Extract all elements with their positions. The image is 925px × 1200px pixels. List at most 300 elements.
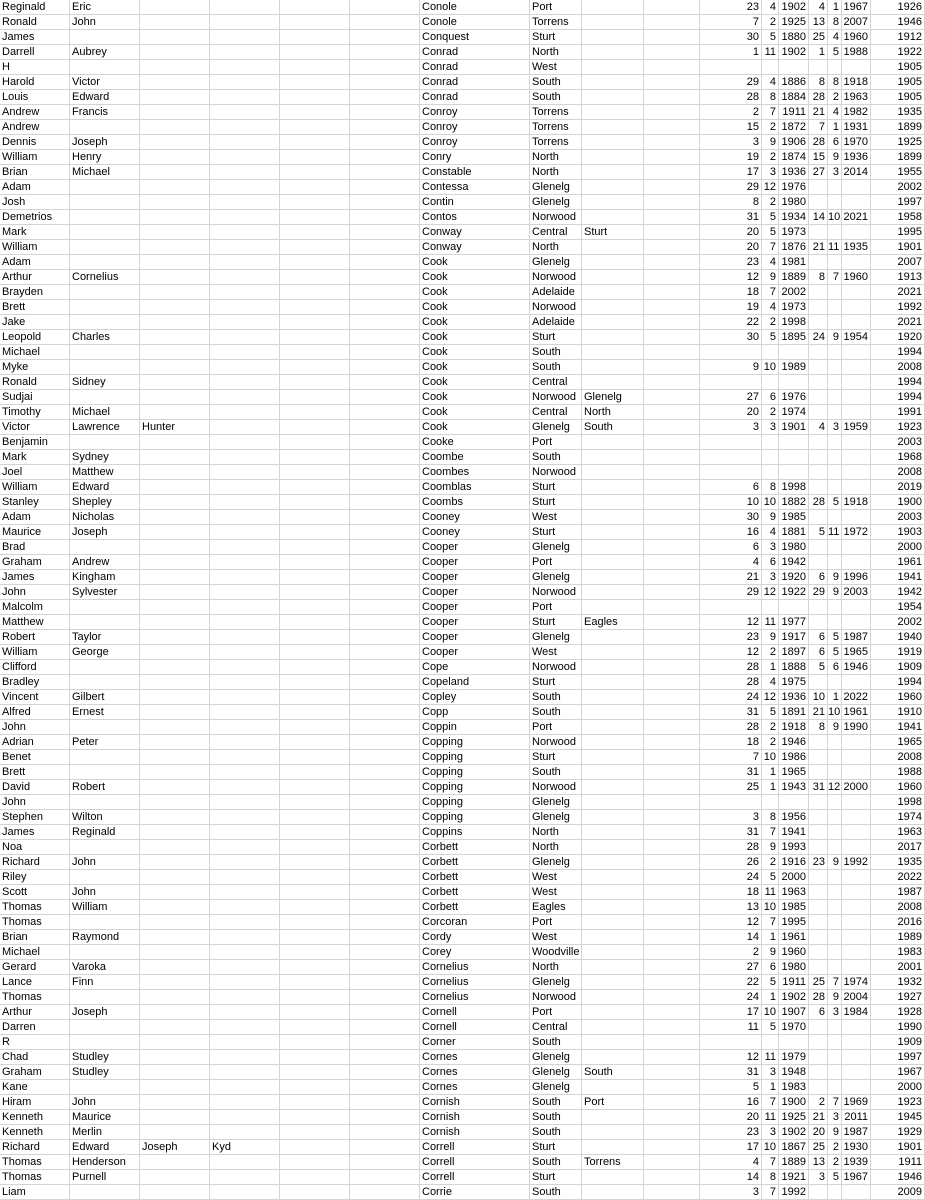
empty-cell[interactable] bbox=[280, 630, 350, 645]
second-name-cell[interactable]: Gilbert bbox=[70, 690, 140, 705]
given-name-cell[interactable]: Benjamin bbox=[0, 435, 70, 450]
fourth-name-cell[interactable] bbox=[210, 240, 280, 255]
fourth-name-cell[interactable] bbox=[210, 120, 280, 135]
birth-year-cell[interactable]: 1936 bbox=[779, 165, 809, 180]
birth-month-cell[interactable]: 10 bbox=[762, 750, 779, 765]
birth-day-cell[interactable]: 20 bbox=[700, 1110, 762, 1125]
death-day-cell[interactable] bbox=[809, 480, 828, 495]
surname-cell[interactable]: Conole bbox=[420, 15, 530, 30]
death-month-cell[interactable]: 5 bbox=[828, 1170, 842, 1185]
death-year-cell[interactable]: 1984 bbox=[842, 1005, 871, 1020]
empty-cell[interactable] bbox=[644, 720, 700, 735]
surname-cell[interactable]: Cooper bbox=[420, 630, 530, 645]
third-name-cell[interactable] bbox=[140, 330, 210, 345]
birth-day-cell[interactable]: 27 bbox=[700, 390, 762, 405]
death-day-cell[interactable]: 31 bbox=[809, 780, 828, 795]
death-day-cell[interactable] bbox=[809, 1020, 828, 1035]
birth-day-cell[interactable]: 31 bbox=[700, 1065, 762, 1080]
second-club-cell[interactable] bbox=[582, 525, 644, 540]
empty-cell[interactable] bbox=[280, 315, 350, 330]
birth-month-cell[interactable]: 1 bbox=[762, 660, 779, 675]
death-day-cell[interactable]: 25 bbox=[809, 30, 828, 45]
debut-year-cell[interactable]: 2017 bbox=[871, 840, 925, 855]
death-year-cell[interactable] bbox=[842, 810, 871, 825]
birth-year-cell[interactable]: 1980 bbox=[779, 540, 809, 555]
third-name-cell[interactable] bbox=[140, 1050, 210, 1065]
death-year-cell[interactable]: 1918 bbox=[842, 495, 871, 510]
birth-month-cell[interactable]: 2 bbox=[762, 315, 779, 330]
fourth-name-cell[interactable] bbox=[210, 585, 280, 600]
death-year-cell[interactable]: 1987 bbox=[842, 1125, 871, 1140]
birth-month-cell[interactable] bbox=[762, 60, 779, 75]
given-name-cell[interactable]: Gerard bbox=[0, 960, 70, 975]
death-year-cell[interactable]: 2014 bbox=[842, 165, 871, 180]
birth-month-cell[interactable]: 4 bbox=[762, 255, 779, 270]
second-name-cell[interactable]: Robert bbox=[70, 780, 140, 795]
birth-year-cell[interactable] bbox=[779, 450, 809, 465]
given-name-cell[interactable]: Graham bbox=[0, 555, 70, 570]
death-year-cell[interactable] bbox=[842, 1050, 871, 1065]
second-name-cell[interactable] bbox=[70, 240, 140, 255]
third-name-cell[interactable] bbox=[140, 135, 210, 150]
birth-day-cell[interactable]: 19 bbox=[700, 300, 762, 315]
death-year-cell[interactable] bbox=[842, 915, 871, 930]
birth-month-cell[interactable]: 7 bbox=[762, 285, 779, 300]
birth-month-cell[interactable]: 6 bbox=[762, 390, 779, 405]
empty-cell[interactable] bbox=[280, 735, 350, 750]
birth-year-cell[interactable]: 1946 bbox=[779, 735, 809, 750]
second-club-cell[interactable]: Glenelg bbox=[582, 390, 644, 405]
birth-year-cell[interactable] bbox=[779, 375, 809, 390]
death-month-cell[interactable] bbox=[828, 960, 842, 975]
third-name-cell[interactable] bbox=[140, 300, 210, 315]
birth-day-cell[interactable]: 24 bbox=[700, 870, 762, 885]
death-month-cell[interactable]: 2 bbox=[828, 1155, 842, 1170]
birth-day-cell[interactable]: 20 bbox=[700, 405, 762, 420]
given-name-cell[interactable]: Adam bbox=[0, 255, 70, 270]
second-name-cell[interactable]: Nicholas bbox=[70, 510, 140, 525]
birth-month-cell[interactable]: 9 bbox=[762, 510, 779, 525]
fourth-name-cell[interactable] bbox=[210, 885, 280, 900]
debut-year-cell[interactable]: 1968 bbox=[871, 450, 925, 465]
debut-year-cell[interactable]: 2003 bbox=[871, 435, 925, 450]
birth-day-cell[interactable]: 12 bbox=[700, 915, 762, 930]
death-month-cell[interactable] bbox=[828, 345, 842, 360]
empty-cell[interactable] bbox=[644, 315, 700, 330]
birth-month-cell[interactable]: 10 bbox=[762, 495, 779, 510]
third-name-cell[interactable] bbox=[140, 555, 210, 570]
empty-cell[interactable] bbox=[280, 870, 350, 885]
death-month-cell[interactable] bbox=[828, 735, 842, 750]
birth-year-cell[interactable]: 1897 bbox=[779, 645, 809, 660]
debut-year-cell[interactable]: 2000 bbox=[871, 1080, 925, 1095]
empty-cell[interactable] bbox=[280, 90, 350, 105]
death-month-cell[interactable] bbox=[828, 900, 842, 915]
death-month-cell[interactable]: 3 bbox=[828, 1110, 842, 1125]
empty-cell[interactable] bbox=[350, 900, 420, 915]
death-day-cell[interactable] bbox=[809, 750, 828, 765]
second-club-cell[interactable] bbox=[582, 0, 644, 15]
second-club-cell[interactable] bbox=[582, 585, 644, 600]
second-club-cell[interactable] bbox=[582, 750, 644, 765]
empty-cell[interactable] bbox=[644, 600, 700, 615]
club-cell[interactable]: North bbox=[530, 960, 582, 975]
given-name-cell[interactable]: Robert bbox=[0, 630, 70, 645]
death-month-cell[interactable]: 10 bbox=[828, 706, 841, 718]
debut-year-cell[interactable]: 1983 bbox=[871, 945, 925, 960]
death-day-cell[interactable]: 21 bbox=[809, 1110, 828, 1125]
death-month-cell[interactable] bbox=[828, 810, 842, 825]
death-year-cell[interactable]: 1960 bbox=[842, 30, 871, 45]
birth-year-cell[interactable]: 2000 bbox=[779, 870, 809, 885]
second-name-cell[interactable] bbox=[70, 1020, 140, 1035]
third-name-cell[interactable] bbox=[140, 975, 210, 990]
given-name-cell[interactable]: Stephen bbox=[0, 810, 70, 825]
third-name-cell[interactable] bbox=[140, 480, 210, 495]
empty-cell[interactable] bbox=[280, 1050, 350, 1065]
club-cell[interactable]: Glenelg bbox=[530, 1080, 582, 1095]
birth-month-cell[interactable]: 2 bbox=[762, 855, 779, 870]
birth-year-cell[interactable]: 1882 bbox=[779, 495, 809, 510]
birth-year-cell[interactable]: 1922 bbox=[779, 585, 809, 600]
second-name-cell[interactable] bbox=[70, 660, 140, 675]
birth-day-cell[interactable]: 3 bbox=[700, 810, 762, 825]
third-name-cell[interactable] bbox=[140, 810, 210, 825]
given-name-cell[interactable]: Josh bbox=[0, 195, 70, 210]
fourth-name-cell[interactable] bbox=[210, 525, 280, 540]
birth-year-cell[interactable]: 1965 bbox=[779, 765, 809, 780]
surname-cell[interactable]: Coombs bbox=[420, 495, 530, 510]
third-name-cell[interactable] bbox=[140, 1035, 210, 1050]
birth-day-cell[interactable]: 8 bbox=[700, 195, 762, 210]
empty-cell[interactable] bbox=[644, 645, 700, 660]
second-name-cell[interactable]: Edward bbox=[70, 480, 140, 495]
club-cell[interactable]: South bbox=[530, 690, 582, 705]
empty-cell[interactable] bbox=[280, 120, 350, 135]
birth-day-cell[interactable]: 24 bbox=[700, 690, 762, 705]
third-name-cell[interactable] bbox=[140, 165, 210, 180]
empty-cell[interactable] bbox=[644, 1125, 700, 1140]
empty-cell[interactable] bbox=[280, 825, 350, 840]
empty-cell[interactable] bbox=[280, 705, 350, 720]
fourth-name-cell[interactable] bbox=[210, 870, 280, 885]
debut-year-cell[interactable]: 1994 bbox=[871, 390, 925, 405]
empty-cell[interactable] bbox=[280, 390, 350, 405]
birth-month-cell[interactable]: 11 bbox=[762, 45, 779, 60]
club-cell[interactable]: South bbox=[530, 1110, 582, 1125]
birth-year-cell[interactable]: 1995 bbox=[779, 915, 809, 930]
second-name-cell[interactable]: Sidney bbox=[70, 375, 140, 390]
debut-year-cell[interactable]: 1994 bbox=[871, 345, 925, 360]
empty-cell[interactable] bbox=[350, 345, 420, 360]
third-name-cell[interactable] bbox=[140, 255, 210, 270]
third-name-cell[interactable] bbox=[140, 1005, 210, 1020]
empty-cell[interactable] bbox=[280, 570, 350, 585]
given-name-cell[interactable]: James bbox=[0, 825, 70, 840]
given-name-cell[interactable]: Mark bbox=[0, 450, 70, 465]
death-year-cell[interactable] bbox=[842, 960, 871, 975]
second-name-cell[interactable] bbox=[70, 390, 140, 405]
given-name-cell[interactable]: Adrian bbox=[0, 735, 70, 750]
fourth-name-cell[interactable] bbox=[210, 270, 280, 285]
death-year-cell[interactable]: 1931 bbox=[842, 120, 871, 135]
third-name-cell[interactable] bbox=[140, 405, 210, 420]
debut-year-cell[interactable]: 1994 bbox=[871, 675, 925, 690]
surname-cell[interactable]: Cook bbox=[420, 390, 530, 405]
birth-day-cell[interactable]: 28 bbox=[700, 90, 762, 105]
given-name-cell[interactable]: Jake bbox=[0, 315, 70, 330]
empty-cell[interactable] bbox=[280, 930, 350, 945]
second-name-cell[interactable]: Cornelius bbox=[70, 270, 140, 285]
empty-cell[interactable] bbox=[350, 1110, 420, 1125]
empty-cell[interactable] bbox=[350, 720, 420, 735]
empty-cell[interactable] bbox=[280, 105, 350, 120]
death-day-cell[interactable] bbox=[809, 225, 828, 240]
given-name-cell[interactable]: Riley bbox=[0, 870, 70, 885]
surname-cell[interactable]: Cooper bbox=[420, 600, 530, 615]
second-club-cell[interactable] bbox=[582, 810, 644, 825]
birth-month-cell[interactable]: 5 bbox=[762, 1020, 779, 1035]
empty-cell[interactable] bbox=[280, 780, 350, 795]
empty-cell[interactable] bbox=[644, 180, 700, 195]
second-club-cell[interactable] bbox=[582, 735, 644, 750]
empty-cell[interactable] bbox=[280, 165, 350, 180]
birth-day-cell[interactable]: 1 bbox=[700, 45, 762, 60]
empty-cell[interactable] bbox=[350, 675, 420, 690]
death-year-cell[interactable] bbox=[842, 540, 871, 555]
given-name-cell[interactable]: William bbox=[0, 480, 70, 495]
empty-cell[interactable] bbox=[350, 1065, 420, 1080]
surname-cell[interactable]: Cornell bbox=[420, 1005, 530, 1020]
birth-day-cell[interactable]: 19 bbox=[700, 150, 762, 165]
given-name-cell[interactable]: Sudjai bbox=[0, 390, 70, 405]
surname-cell[interactable]: Cooper bbox=[420, 585, 530, 600]
death-year-cell[interactable]: 1939 bbox=[842, 1155, 871, 1170]
surname-cell[interactable]: Conrad bbox=[420, 45, 530, 60]
death-day-cell[interactable] bbox=[809, 615, 828, 630]
empty-cell[interactable] bbox=[280, 30, 350, 45]
death-day-cell[interactable]: 25 bbox=[809, 975, 828, 990]
birth-month-cell[interactable]: 12 bbox=[762, 180, 779, 195]
death-year-cell[interactable] bbox=[842, 675, 871, 690]
second-name-cell[interactable] bbox=[70, 1185, 140, 1200]
third-name-cell[interactable] bbox=[140, 225, 210, 240]
death-day-cell[interactable] bbox=[809, 555, 828, 570]
second-club-cell[interactable] bbox=[582, 570, 644, 585]
second-name-cell[interactable]: Finn bbox=[70, 975, 140, 990]
surname-cell[interactable]: Conrad bbox=[420, 60, 530, 75]
third-name-cell[interactable] bbox=[140, 60, 210, 75]
given-name-cell[interactable]: William bbox=[0, 240, 70, 255]
empty-cell[interactable] bbox=[644, 615, 700, 630]
second-club-cell[interactable] bbox=[582, 165, 644, 180]
second-name-cell[interactable]: Lawrence bbox=[70, 420, 140, 435]
empty-cell[interactable] bbox=[644, 840, 700, 855]
empty-cell[interactable] bbox=[280, 975, 350, 990]
fourth-name-cell[interactable] bbox=[210, 1035, 280, 1050]
death-year-cell[interactable] bbox=[842, 315, 871, 330]
empty-cell[interactable] bbox=[280, 1125, 350, 1140]
empty-cell[interactable] bbox=[350, 555, 420, 570]
birth-year-cell[interactable] bbox=[779, 345, 809, 360]
second-name-cell[interactable] bbox=[70, 435, 140, 450]
birth-year-cell[interactable]: 1974 bbox=[779, 405, 809, 420]
third-name-cell[interactable] bbox=[140, 705, 210, 720]
fourth-name-cell[interactable] bbox=[210, 450, 280, 465]
debut-year-cell[interactable]: 1909 bbox=[871, 660, 925, 675]
death-year-cell[interactable]: 1992 bbox=[842, 855, 871, 870]
second-club-cell[interactable] bbox=[582, 240, 644, 255]
second-name-cell[interactable]: Aubrey bbox=[70, 45, 140, 60]
second-name-cell[interactable] bbox=[70, 360, 140, 375]
empty-cell[interactable] bbox=[644, 345, 700, 360]
second-name-cell[interactable] bbox=[70, 345, 140, 360]
second-club-cell[interactable] bbox=[582, 495, 644, 510]
death-day-cell[interactable]: 5 bbox=[809, 525, 828, 540]
empty-cell[interactable] bbox=[350, 810, 420, 825]
debut-year-cell[interactable]: 1913 bbox=[871, 270, 925, 285]
empty-cell[interactable] bbox=[644, 675, 700, 690]
empty-cell[interactable] bbox=[280, 840, 350, 855]
birth-month-cell[interactable]: 9 bbox=[762, 270, 779, 285]
fourth-name-cell[interactable] bbox=[210, 615, 280, 630]
surname-cell[interactable]: Corner bbox=[420, 1035, 530, 1050]
birth-year-cell[interactable]: 1961 bbox=[779, 930, 809, 945]
birth-month-cell[interactable]: 2 bbox=[762, 195, 779, 210]
second-club-cell[interactable] bbox=[582, 1110, 644, 1125]
given-name-cell[interactable]: Andrew bbox=[0, 105, 70, 120]
second-name-cell[interactable] bbox=[70, 1035, 140, 1050]
third-name-cell[interactable] bbox=[140, 360, 210, 375]
fourth-name-cell[interactable] bbox=[210, 465, 280, 480]
birth-day-cell[interactable]: 29 bbox=[700, 75, 762, 90]
debut-year-cell[interactable]: 2022 bbox=[871, 870, 925, 885]
third-name-cell[interactable] bbox=[140, 570, 210, 585]
second-name-cell[interactable] bbox=[70, 750, 140, 765]
birth-year-cell[interactable]: 1900 bbox=[779, 1095, 809, 1110]
death-month-cell[interactable] bbox=[828, 1185, 842, 1200]
debut-year-cell[interactable]: 1945 bbox=[871, 1110, 925, 1125]
empty-cell[interactable] bbox=[350, 960, 420, 975]
debut-year-cell[interactable]: 2019 bbox=[871, 480, 925, 495]
death-year-cell[interactable]: 1959 bbox=[842, 420, 871, 435]
surname-cell[interactable]: Copley bbox=[420, 690, 530, 705]
club-cell[interactable]: Port bbox=[530, 915, 582, 930]
empty-cell[interactable] bbox=[644, 570, 700, 585]
club-cell[interactable]: South bbox=[530, 765, 582, 780]
birth-year-cell[interactable]: 1906 bbox=[779, 135, 809, 150]
fourth-name-cell[interactable] bbox=[210, 810, 280, 825]
debut-year-cell[interactable]: 2009 bbox=[871, 1185, 925, 1200]
second-club-cell[interactable]: Torrens bbox=[582, 1155, 644, 1170]
fourth-name-cell[interactable] bbox=[210, 435, 280, 450]
second-club-cell[interactable] bbox=[582, 45, 644, 60]
birth-month-cell[interactable]: 4 bbox=[762, 300, 779, 315]
given-name-cell[interactable]: H bbox=[0, 60, 70, 75]
death-year-cell[interactable]: 2003 bbox=[842, 585, 871, 600]
club-cell[interactable]: South bbox=[530, 705, 582, 720]
debut-year-cell[interactable]: 1899 bbox=[871, 150, 925, 165]
death-day-cell[interactable] bbox=[809, 405, 828, 420]
birth-day-cell[interactable]: 28 bbox=[700, 720, 762, 735]
death-month-cell[interactable] bbox=[828, 465, 842, 480]
club-cell[interactable]: Sturt bbox=[530, 330, 582, 345]
death-year-cell[interactable] bbox=[842, 390, 871, 405]
third-name-cell[interactable] bbox=[140, 720, 210, 735]
empty-cell[interactable] bbox=[280, 480, 350, 495]
second-name-cell[interactable]: Matthew bbox=[70, 465, 140, 480]
second-club-cell[interactable] bbox=[582, 75, 644, 90]
birth-year-cell[interactable]: 1948 bbox=[779, 1065, 809, 1080]
death-month-cell[interactable] bbox=[828, 675, 842, 690]
club-cell[interactable]: Glenelg bbox=[530, 540, 582, 555]
second-name-cell[interactable] bbox=[70, 915, 140, 930]
fourth-name-cell[interactable] bbox=[210, 345, 280, 360]
death-year-cell[interactable]: 2000 bbox=[842, 780, 871, 795]
death-month-cell[interactable]: 4 bbox=[828, 30, 842, 45]
empty-cell[interactable] bbox=[644, 390, 700, 405]
birth-month-cell[interactable]: 1 bbox=[762, 1080, 779, 1095]
third-name-cell[interactable] bbox=[140, 90, 210, 105]
second-club-cell[interactable]: South bbox=[582, 1065, 644, 1080]
debut-year-cell[interactable]: 1919 bbox=[871, 645, 925, 660]
empty-cell[interactable] bbox=[280, 1005, 350, 1020]
empty-cell[interactable] bbox=[350, 210, 420, 225]
fourth-name-cell[interactable] bbox=[210, 900, 280, 915]
fourth-name-cell[interactable] bbox=[210, 1005, 280, 1020]
third-name-cell[interactable] bbox=[140, 315, 210, 330]
empty-cell[interactable] bbox=[280, 180, 350, 195]
fourth-name-cell[interactable] bbox=[210, 645, 280, 660]
debut-year-cell[interactable]: 2008 bbox=[871, 750, 925, 765]
second-club-cell[interactable] bbox=[582, 210, 644, 225]
surname-cell[interactable]: Cooke bbox=[420, 435, 530, 450]
empty-cell[interactable] bbox=[280, 420, 350, 435]
empty-cell[interactable] bbox=[280, 1140, 350, 1155]
second-name-cell[interactable] bbox=[70, 195, 140, 210]
third-name-cell[interactable] bbox=[140, 840, 210, 855]
empty-cell[interactable] bbox=[280, 720, 350, 735]
birth-day-cell[interactable]: 12 bbox=[700, 1050, 762, 1065]
surname-cell[interactable]: Conquest bbox=[420, 30, 530, 45]
surname-cell[interactable]: Conroy bbox=[420, 120, 530, 135]
birth-month-cell[interactable]: 7 bbox=[762, 915, 779, 930]
birth-year-cell[interactable]: 1936 bbox=[779, 690, 809, 705]
given-name-cell[interactable]: Michael bbox=[0, 345, 70, 360]
given-name-cell[interactable]: Myke bbox=[0, 360, 70, 375]
birth-year-cell[interactable]: 1901 bbox=[779, 420, 809, 435]
empty-cell[interactable] bbox=[350, 300, 420, 315]
death-year-cell[interactable] bbox=[842, 450, 871, 465]
death-year-cell[interactable] bbox=[842, 615, 871, 630]
death-month-cell[interactable]: 6 bbox=[828, 660, 842, 675]
club-cell[interactable]: Glenelg bbox=[530, 255, 582, 270]
surname-cell[interactable]: Copping bbox=[420, 735, 530, 750]
given-name-cell[interactable]: Alfred bbox=[0, 705, 70, 720]
second-name-cell[interactable]: Victor bbox=[70, 75, 140, 90]
third-name-cell[interactable] bbox=[140, 270, 210, 285]
second-name-cell[interactable]: Francis bbox=[70, 105, 140, 120]
birth-day-cell[interactable]: 29 bbox=[700, 585, 762, 600]
second-name-cell[interactable]: John bbox=[70, 885, 140, 900]
fourth-name-cell[interactable] bbox=[210, 420, 280, 435]
empty-cell[interactable] bbox=[644, 1065, 700, 1080]
death-month-cell[interactable]: 9 bbox=[828, 990, 842, 1005]
birth-day-cell[interactable]: 12 bbox=[700, 645, 762, 660]
birth-year-cell[interactable]: 1872 bbox=[779, 120, 809, 135]
death-year-cell[interactable] bbox=[842, 825, 871, 840]
second-name-cell[interactable]: Shepley bbox=[70, 495, 140, 510]
